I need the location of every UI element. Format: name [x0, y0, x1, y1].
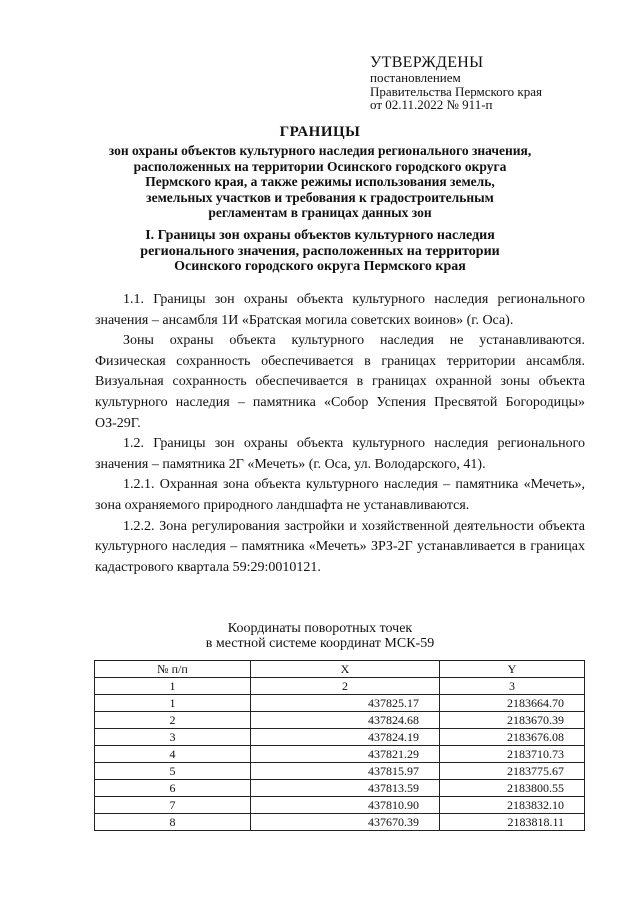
document-subtitle: [60, 143, 580, 221]
point-y: 2183710.73: [440, 746, 585, 763]
point-number: 8: [95, 814, 251, 831]
coords-table: [94, 660, 585, 831]
approval-line-1: постановлением: [370, 70, 461, 85]
approval-stamp: [370, 54, 620, 112]
paragraph-zones: Зоны охраны объекта культурного наследия не устанавливаются. Физическая сохранность обеспечивается в границах территории ансамбля. Визуальная сохранность обеспечивается в границах охранной зоны объекта культурного наследия – памятника «Собор Успения Пресвятой Богородицы» ОЗ-29Г.: [95, 333, 585, 431]
point-x: 437824.19: [251, 729, 440, 746]
column-number: 1: [95, 678, 251, 695]
point-x: 437670.39: [251, 814, 440, 831]
paragraph-1-2-1: 1.2.1. Охранная зона объекта культурного наследия – памятника «Мечеть», зона охраняемого природного ландшафта не устанавливаются.: [95, 477, 585, 513]
point-number: 7: [95, 797, 251, 814]
subtitle-line: зон охраны объектов культурного наследия регионального значения,: [108, 143, 532, 158]
coords-title-line-1: Координаты поворотных точек: [227, 621, 413, 636]
table-row: [95, 695, 585, 712]
table-row: [95, 814, 585, 831]
section-line: Осинского городского округа Пермского края: [174, 259, 466, 274]
point-x: 437815.97: [251, 763, 440, 780]
paragraph-1-1: 1.1. Границы зон охраны объекта культурного наследия регионального значения – ансамбля 1И «Братская могила советских воинов» (г. Оса).: [95, 292, 585, 328]
point-x: 437824.68: [251, 712, 440, 729]
document-title: ГРАНИЦЫ: [279, 124, 361, 140]
approval-line-2: Правительства Пермского края: [370, 83, 542, 99]
point-x: 437825.17: [251, 695, 440, 712]
column-number: 2: [251, 678, 440, 695]
table-row: [95, 746, 585, 763]
coords-title-line-2: в местной системе координат МСК-59: [205, 636, 435, 651]
section-heading: [70, 228, 570, 275]
approval-line-3: от 02.11.2022 № 911-п: [370, 97, 493, 112]
section-line: I. Границы зон охраны объектов культурного наследия: [145, 228, 495, 243]
point-y: 2183775.67: [440, 763, 585, 780]
paragraph-1-2: 1.2. Границы зон охраны объекта культурного наследия регионального значения – памятника 2Г «Мечеть» (г. Оса, ул. Володарского, 41).: [95, 436, 585, 472]
point-number: 5: [95, 763, 251, 780]
point-x: 437821.29: [251, 746, 440, 763]
point-number: 2: [95, 712, 251, 729]
point-x: 437813.59: [251, 780, 440, 797]
point-number: 1: [95, 695, 251, 712]
header-y: Y: [440, 661, 585, 678]
point-y: 2183832.10: [440, 797, 585, 814]
table-row: [95, 780, 585, 797]
point-number: 6: [95, 780, 251, 797]
subtitle-line: регламентам в границах данных зон: [208, 205, 432, 220]
subtitle-line: расположенных на территории Осинского городского округа: [133, 158, 507, 174]
point-y: 2183818.11: [440, 814, 585, 831]
table-row: [95, 797, 585, 814]
body-text: [95, 290, 585, 578]
point-y: 2183800.55: [440, 780, 585, 797]
coords-table-title: [0, 621, 640, 651]
header-x: X: [251, 661, 440, 678]
table-row: [95, 729, 585, 746]
point-x: 437810.90: [251, 797, 440, 814]
column-number: 3: [440, 678, 585, 695]
column-number-row: [95, 678, 585, 695]
table-row: [95, 712, 585, 729]
subtitle-line: Пермского края, а также режимы использования земель,: [145, 174, 495, 189]
point-number: 4: [95, 746, 251, 763]
point-y: 2183664.70: [440, 695, 585, 712]
header-number: № п/п: [95, 661, 251, 678]
subtitle-line: земельных участков и требования к градостроительным: [146, 189, 494, 205]
section-line: регионального значения, расположенных на территории: [140, 243, 500, 259]
table-row: [95, 763, 585, 780]
point-y: 2183670.39: [440, 712, 585, 729]
point-y: 2183676.08: [440, 729, 585, 746]
point-number: 3: [95, 729, 251, 746]
paragraph-1-2-2: 1.2.2. Зона регулирования застройки и хозяйственной деятельности объекта культурного наследия – памятника «Мечеть» ЗРЗ-2Г устанавливается в границах кадастрового квартала 59:29:0010121.: [95, 518, 585, 575]
table-header-row: [95, 661, 585, 678]
approval-heading: УТВЕРЖДЕНЫ: [370, 54, 484, 71]
